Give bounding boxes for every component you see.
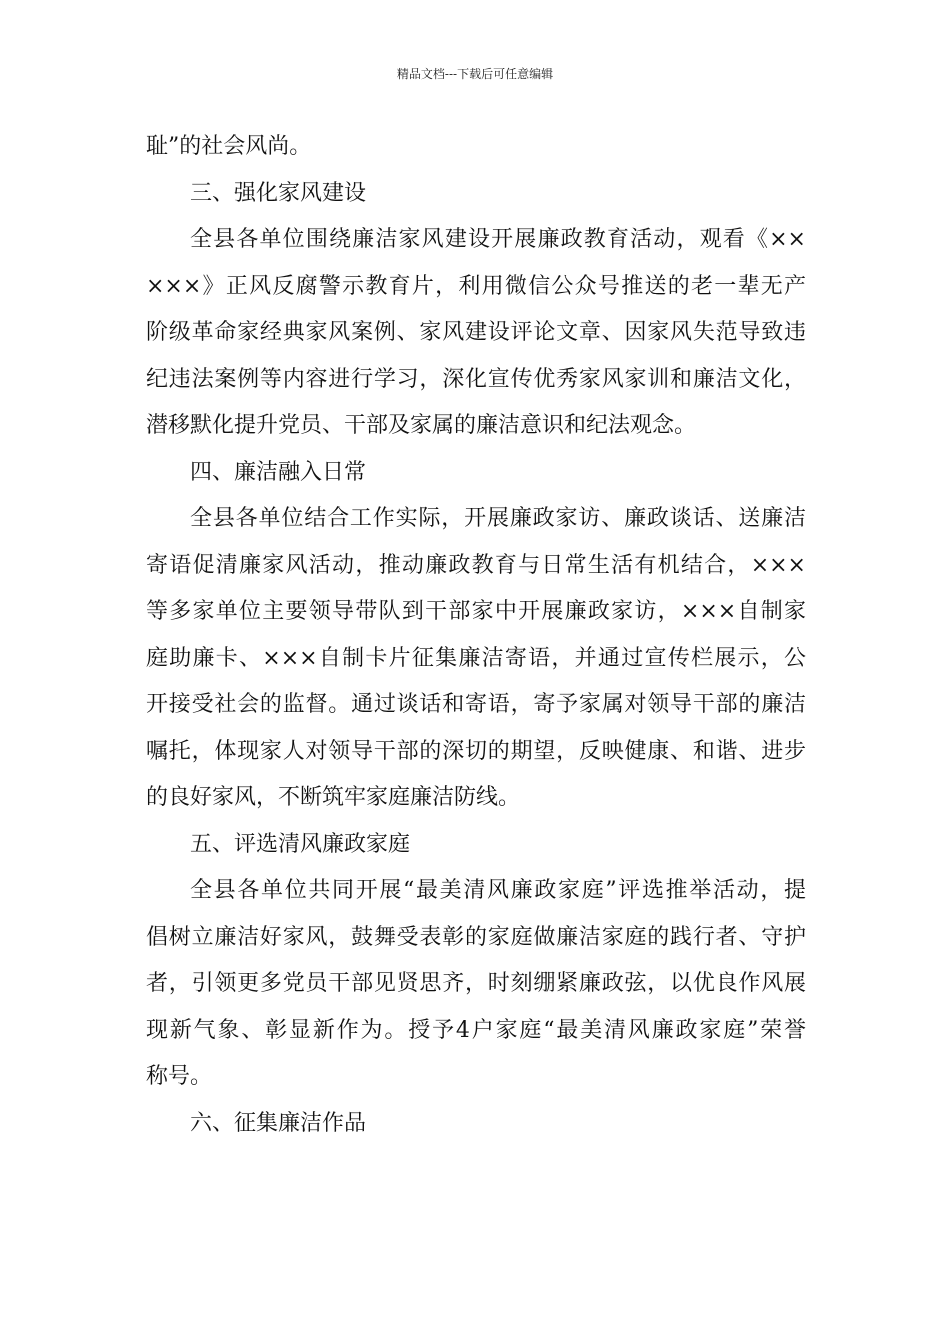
paragraph-line: 耻”的社会风尚。 (146, 134, 312, 159)
section-heading-3: 三、强化家风建设 (190, 180, 367, 206)
paragraph-line: 等多家单位主要领导带队到干部家中开展廉政家访，×××自制家 (146, 599, 806, 624)
paragraph-line: 全县各单位共同开展“最美清风廉政家庭”评选推举活动，提 (190, 878, 806, 903)
paragraph-line: 称号。 (146, 1064, 213, 1089)
section-heading-4: 四、廉洁融入日常 (190, 459, 367, 485)
paragraph-line: 潜移默化提升党员、干部及家属的廉洁意识和纪法观念。 (146, 413, 697, 438)
paragraph-line: 庭助廉卡、×××自制卡片征集廉洁寄语，并通过宣传栏展示，公 (146, 645, 806, 671)
section-heading-5: 五、评选清风廉政家庭 (190, 831, 411, 857)
section-heading-6: 六、征集廉洁作品 (190, 1110, 367, 1136)
paragraph-line: 全县各单位围绕廉洁家风建设开展廉政教育活动，观看《×× (190, 227, 806, 252)
paragraph-line: 寄语促清廉家风活动，推动廉政教育与日常生活有机结合，××× (146, 552, 806, 578)
paragraph-line: 现新气象、彰显新作为。授予4户家庭“最美清风廉政家庭”荣誉 (146, 1017, 806, 1043)
paragraph-line: 嘱托，体现家人对领导干部的深切的期望，反映健康、和谐、进步 (146, 738, 806, 764)
paragraph-line: 阶级革命家经典家风案例、家风建设评论文章、因家风失范导致违 (146, 320, 806, 345)
paragraph-line: 的良好家风，不断筑牢家庭廉洁防线。 (146, 785, 521, 810)
paragraph-line: 纪违法案例等内容进行学习，深化宣传优秀家风家训和廉洁文化， (146, 366, 806, 392)
page-header: 精品文档---下载后可任意编辑 (396, 67, 554, 81)
paragraph-line: ×××》正风反腐警示教育片，利用微信公众号推送的老一辈无产 (146, 273, 806, 299)
document-body (146, 124, 806, 1147)
paragraph-line: 者，引领更多党员干部见贤思齐，时刻绷紧廉政弦，以优良作风展 (146, 971, 806, 996)
paragraph-line: 全县各单位结合工作实际，开展廉政家访、廉政谈话、送廉洁 (190, 506, 806, 531)
paragraph-line: 倡树立廉洁好家风，鼓舞受表彰的家庭做廉洁家庭的践行者、守护 (146, 924, 806, 950)
paragraph-line: 开接受社会的监督。通过谈话和寄语，寄予家属对领导干部的廉洁 (146, 692, 806, 717)
